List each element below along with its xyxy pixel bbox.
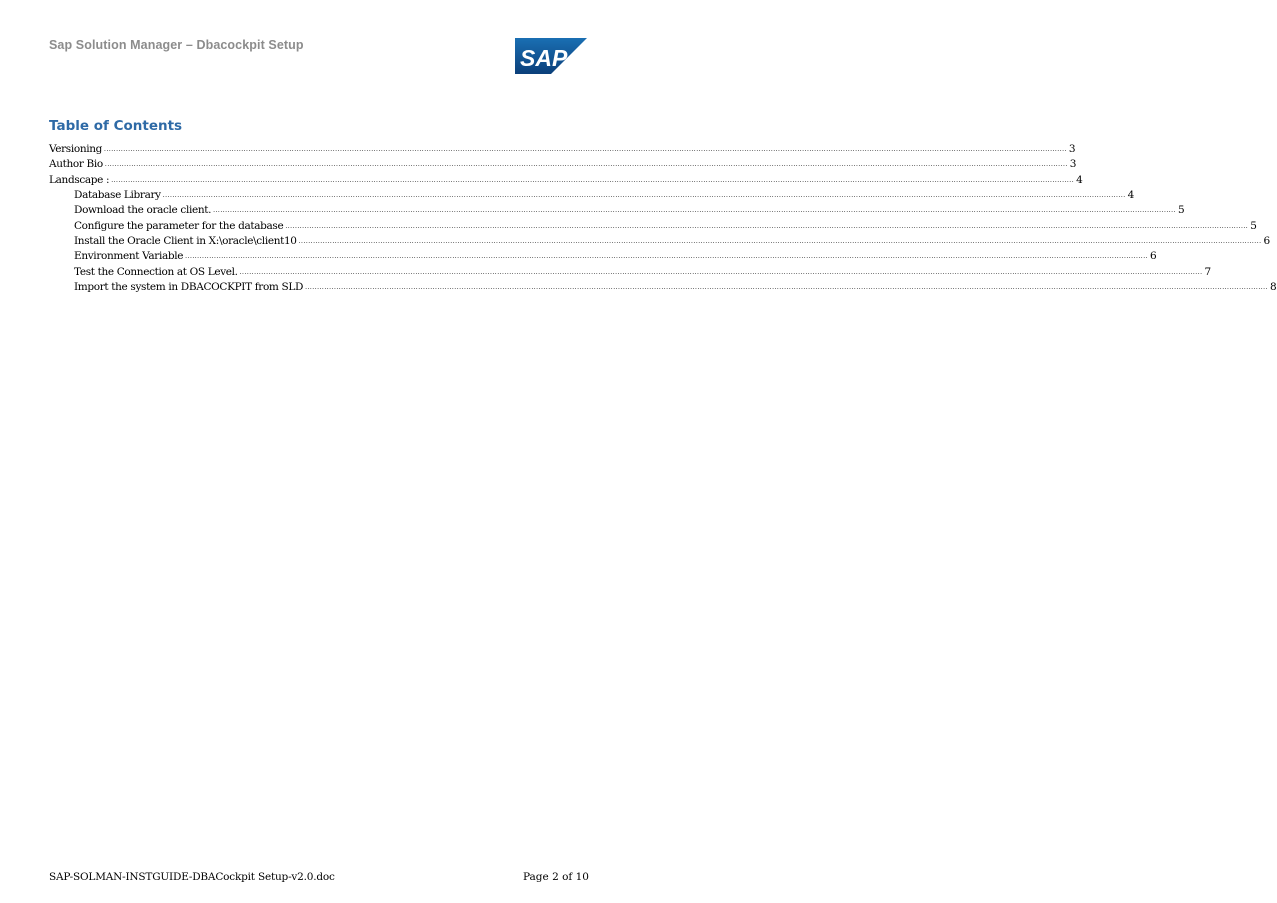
toc-entry[interactable] <box>49 219 1257 234</box>
toc-dot-leader: ................................................................................................................................................................................................................................................................................................................................................................................................................ <box>104 146 1067 153</box>
toc-entry-title: Configure the parameter for the database <box>74 219 284 232</box>
toc-heading: Table of Contents <box>49 118 183 134</box>
toc-entry-title: Versioning <box>49 143 103 155</box>
toc-dot-leader: ................................................................................................................................................................................................................................................................................................................................................................................................................ <box>305 284 1268 292</box>
toc-entry-title: Download the oracle client. <box>74 204 212 217</box>
toc-dot-leader: ................................................................................................................................................................................................................................................................................................................................................................................................................ <box>104 161 1068 169</box>
toc-entry-title: Test the Connection at OS Level. <box>74 265 238 278</box>
toc-dot-leader: ................................................................................................................................................................................................................................................................................................................................................................................................................ <box>213 207 1176 215</box>
toc-dot-leader: ................................................................................................................................................................................................................................................................................................................................................................................................................ <box>162 192 1126 200</box>
document-header-title: Sap Solution Manager – Dbacockpit Setup <box>49 38 304 52</box>
toc-entry-title: Install the Oracle Client in X:\oracle\client10 <box>74 235 297 248</box>
toc-entry-page: 6 <box>1150 250 1157 263</box>
toc-entry-page: 6 <box>1263 235 1271 248</box>
toc-entry[interactable] <box>49 157 1077 172</box>
toc-dot-leader: ................................................................................................................................................................................................................................................................................................................................................................................................................ <box>285 222 1249 230</box>
table-of-contents <box>49 142 1277 295</box>
toc-entry[interactable] <box>49 188 1135 203</box>
toc-entry-title: Author Bio <box>49 158 103 171</box>
footer-document-name: SAP-SOLMAN-INSTGUIDE-DBACockpit Setup-v2.0.doc <box>49 871 335 883</box>
toc-entry-page: 7 <box>1204 265 1212 278</box>
toc-entry[interactable] <box>49 234 1271 249</box>
toc-entry-title: Environment Variable <box>74 250 184 263</box>
toc-entry-page: 5 <box>1250 219 1257 232</box>
toc-entry-page: 4 <box>1076 173 1083 186</box>
sap-logo-text: SAP <box>520 45 568 71</box>
toc-entry-page: 3 <box>1069 158 1077 171</box>
sap-logo <box>515 38 587 74</box>
toc-entry[interactable] <box>49 280 1277 295</box>
sap-logo-graphic <box>515 38 587 74</box>
toc-entry[interactable] <box>49 203 1185 218</box>
toc-entry-page: 5 <box>1178 204 1185 217</box>
toc-entry-page: 8 <box>1269 281 1277 294</box>
footer-page-number: Page 2 of 10 <box>522 871 589 883</box>
toc-dot-leader: ................................................................................................................................................................................................................................................................................................................................................................................................................ <box>239 268 1203 276</box>
toc-entry[interactable] <box>49 142 1076 157</box>
toc-entry[interactable] <box>49 249 1157 264</box>
toc-entry[interactable] <box>49 173 1083 188</box>
toc-entry-page: 4 <box>1127 189 1135 202</box>
toc-dot-leader: ................................................................................................................................................................................................................................................................................................................................................................................................................ <box>111 176 1075 184</box>
toc-entry-title: Import the system in DBACOCKPIT from SLD <box>74 281 304 294</box>
toc-dot-leader: ................................................................................................................................................................................................................................................................................................................................................................................................................ <box>185 253 1149 261</box>
toc-dot-leader: ................................................................................................................................................................................................................................................................................................................................................................................................................ <box>298 238 1262 246</box>
toc-entry[interactable] <box>49 265 1212 280</box>
toc-entry-page: 3 <box>1068 143 1076 155</box>
toc-entry-title: Landscape : <box>49 173 110 186</box>
toc-entry-title: Database Library <box>74 189 161 202</box>
